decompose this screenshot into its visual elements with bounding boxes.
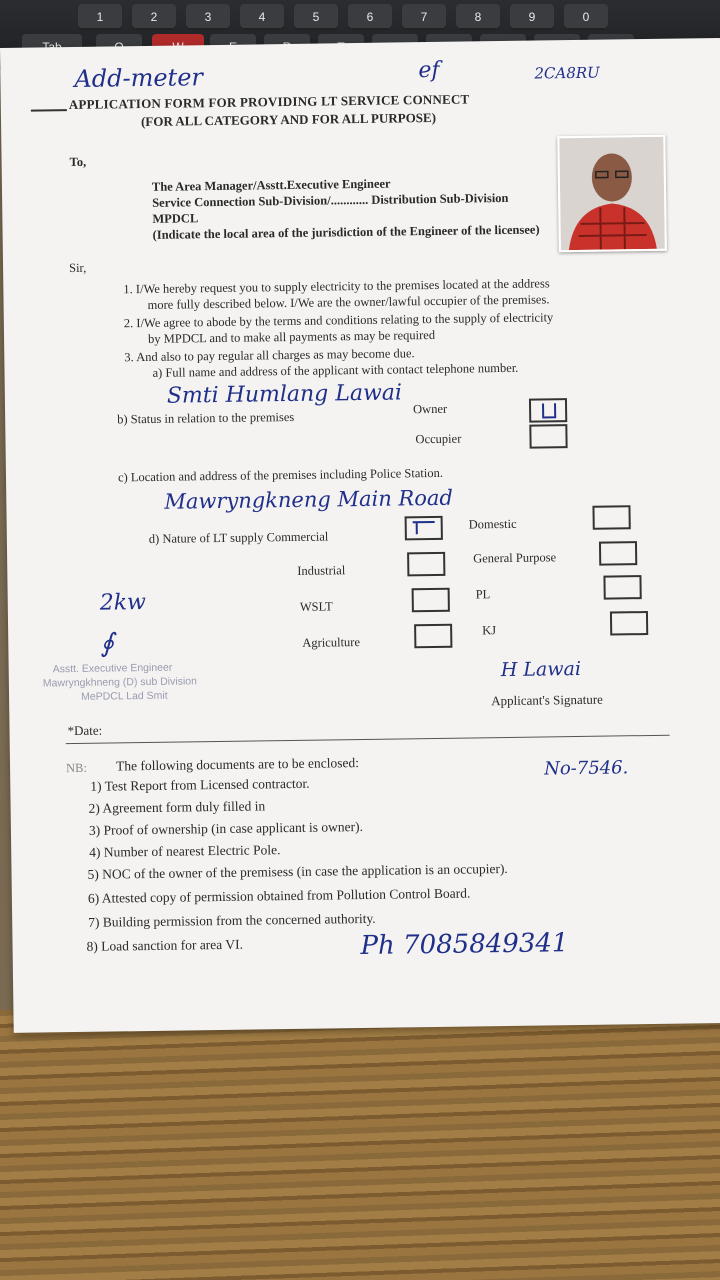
document-item-3: 3) Proof of ownership (in case applicant is owner). [88,819,364,838]
kj-label: KJ [482,623,497,638]
applicant-signature-label: Applicant's Signature [491,691,604,709]
application-form [0,38,720,1033]
key-1: 1 [78,4,122,30]
agriculture-checkbox[interactable] [414,624,452,649]
key-2: 2 [132,4,176,30]
form-title: APPLICATION FORM FOR PROVIDING LT SERVICE CONNECT [68,91,470,113]
nature-label: d) Nature of LT supply Commercial [148,529,329,546]
wslt-checkbox[interactable] [412,588,450,613]
status-label: b) Status in relation to the premises [117,409,295,427]
item-1-line-b: more fully described below. I/We are the owner/lawful occupier of the premises. [147,292,550,312]
documents-intro: The following documents are to be enclosed: [115,755,360,774]
key-4: 4 [240,4,284,30]
applicant-signature: H Lawai [500,657,582,682]
margin-dash [31,109,67,112]
pl-checkbox[interactable] [603,575,641,600]
to-label: To, [69,154,87,170]
handwritten-title: Add-meter [74,63,204,93]
salutation: Sir, [68,260,87,276]
address-line-3: MPDCL [152,211,199,226]
stamp-line-1: Asstt. Executive Engineer [52,661,173,676]
industrial-checkbox[interactable] [407,552,445,577]
applicant-portrait-icon [559,137,665,250]
document-item-2: 2) Agreement form duly filled in [88,798,266,816]
general-purpose-checkbox[interactable] [599,541,637,566]
pl-label: PL [475,587,491,602]
wslt-label: WSLT [299,599,333,614]
key-3: 3 [186,4,230,30]
applicant-name: Smti Humlang Lawai [166,380,403,409]
item-1-line-a: 1. I/We hereby request you to supply electricity to the premises located at the address [123,276,550,297]
nb-label: NB: [65,760,88,776]
document-item-6: 6) Attested copy of permission obtained from Pollution Control Board. [87,885,471,906]
location-value: Mawryngkneng Main Road [164,485,454,514]
location-label: c) Location and address of the premises including Police Station. [117,465,443,485]
meter-number: No-7546. [543,757,629,780]
occupier-label: Occupier [415,431,462,447]
address-line-1: The Area Manager/Asstt.Executive Engineer [151,176,391,194]
corner-note: 2CA8RU [534,63,600,83]
owner-checkbox[interactable] [529,398,567,423]
key-9: 9 [510,4,554,30]
document-item-7: 7) Building permission from the concerned authority. [88,910,376,930]
form-subtitle: (FOR ALL CATEGORY AND FOR ALL PURPOSE) [140,109,437,130]
stamp-line-2: Mawryngkhneng (D) sub Division [42,675,198,690]
general-purpose-label: General Purpose [473,550,557,566]
occupier-checkbox[interactable] [529,424,567,449]
initial-mark: ef [418,57,440,84]
key-8: 8 [456,4,500,30]
check-mark-icon [407,518,441,538]
load-note: 2kw [99,590,147,616]
address-line-4: (Indicate the local area of the jurisdiction of the Engineer of the licensee) [152,222,540,242]
document-item-1: 1) Test Report from Licensed contractor. [90,775,310,794]
document-item-5: 5) NOC of the owner of the premisess (in case the application is an occupier). [87,860,508,882]
check-mark-icon [531,400,565,420]
industrial-label: Industrial [297,563,346,578]
date-label: *Date: [67,722,103,739]
document-item-4: 4) Number of nearest Electric Pole. [89,842,281,860]
wooden-desk [0,1010,720,1280]
item-2-line-a: 2. I/We agree to abode by the terms and conditions relating to the supply of electricity [123,310,554,331]
domestic-checkbox[interactable] [592,505,630,530]
commercial-checkbox[interactable] [405,516,443,541]
applicant-photo [557,135,667,252]
domestic-label: Domestic [468,516,517,532]
item-2-line-b: by MPDCL and to make all payments as may be required [147,327,436,346]
agriculture-label: Agriculture [302,635,361,650]
address-line-2: Service Connection Sub-Division/............ Distribution Sub-Division [152,190,509,210]
kj-checkbox[interactable] [610,611,648,636]
engineer-signature-mark: ∮ [100,628,115,659]
item-3a: a) Full name and address of the applicant with contact telephone number. [152,360,519,380]
key-7: 7 [402,4,446,30]
document-item-8: 8) Load sanction for area VI. [86,936,244,954]
divider-line [66,735,670,744]
phone-number: Ph 7085849341 [360,928,569,962]
key-6: 6 [348,4,392,30]
stamp-line-3: MePDCL Lad Smit [80,689,168,703]
key-0: 0 [564,4,608,30]
key-5: 5 [294,4,338,30]
item-3: 3. And also to pay regular all charges as may become due. [124,346,415,365]
owner-label: Owner [412,401,448,417]
